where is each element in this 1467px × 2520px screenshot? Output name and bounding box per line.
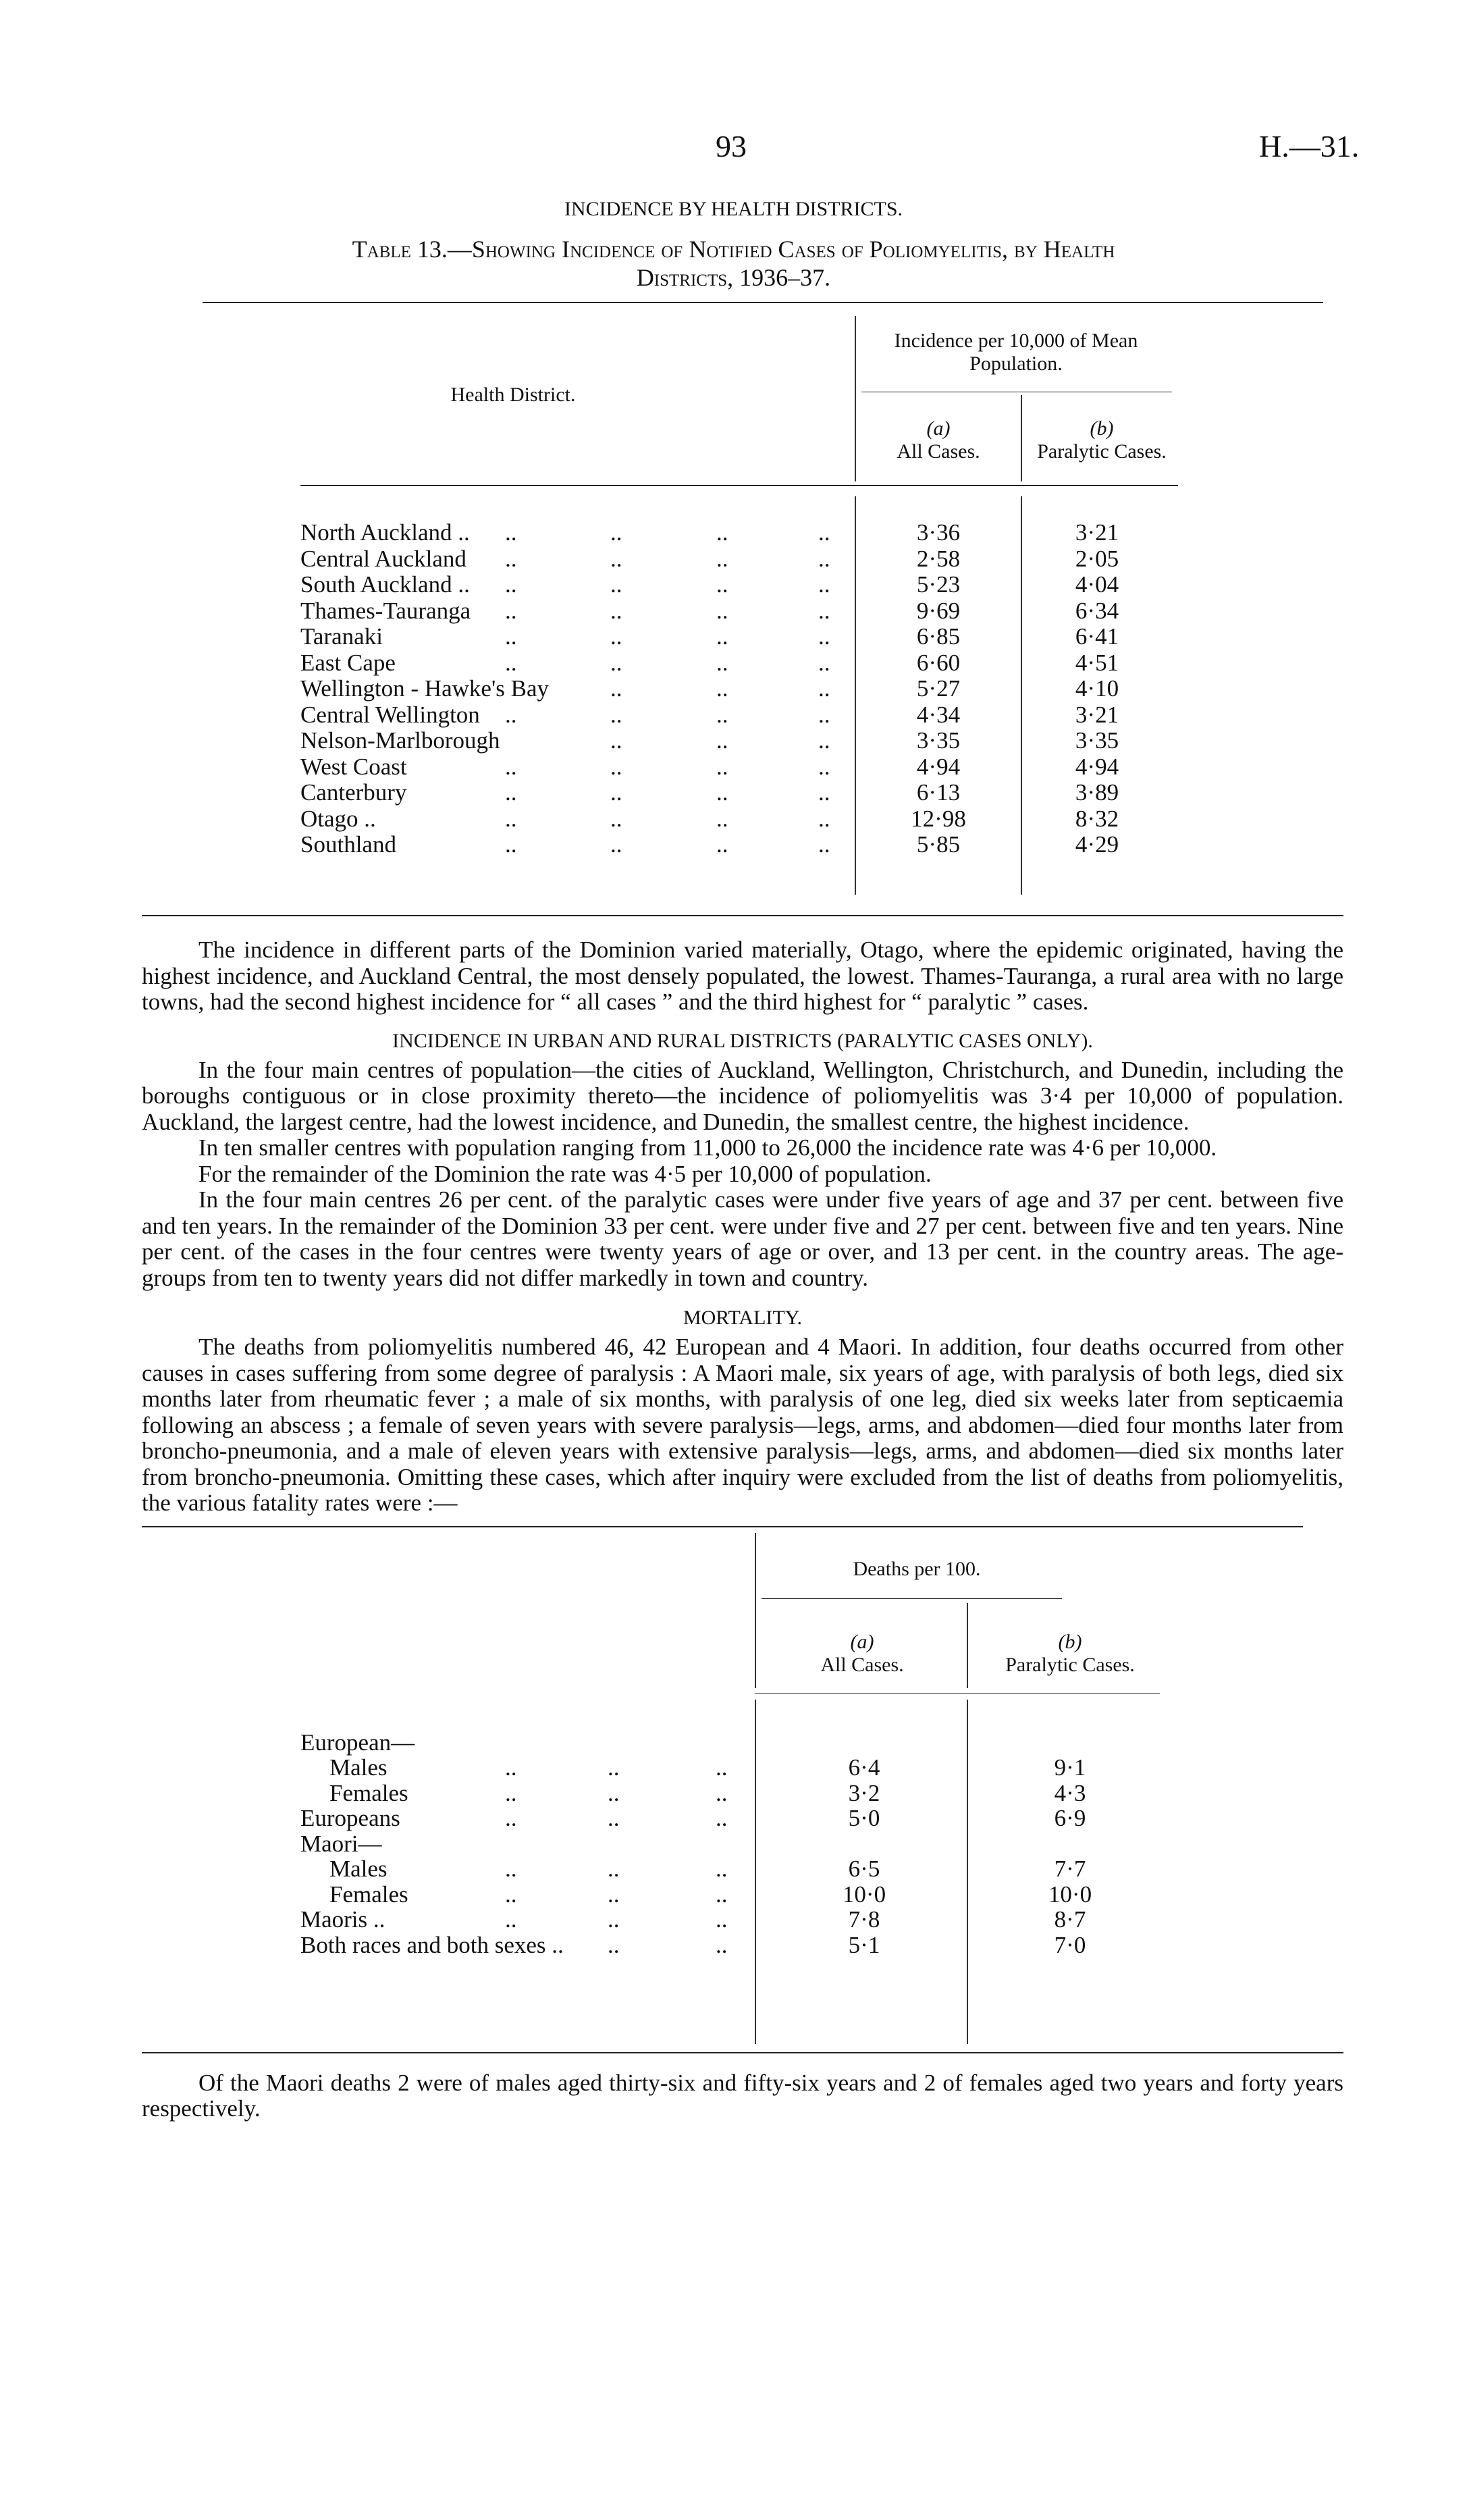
closing-paragraph [142, 2070, 1343, 2122]
paralytic-cases-value: 3·21 [1075, 519, 1119, 546]
all-cases-value: 2·58 [916, 545, 961, 572]
body-text-column [142, 937, 1343, 2122]
leader-dots: .. [818, 753, 830, 780]
paragraph-text: The incidence in different parts of the Dominion varied materially, Otago, where the epidemic originated, having the highest incidence, and Auckland Central, the most densely populated, the lowest. Thames-Tauranga, a rural area with no large towns, had the second highest incidence for “ all cases ” and the third highest for “ paralytic ” cases. [142, 937, 1343, 1015]
section-heading-mortality: MORTALITY. [683, 1307, 803, 1329]
all-cases-value: 5·23 [916, 571, 961, 598]
row-label: Europeans [300, 1805, 400, 1831]
table-title-line2: Districts, 1936–37. [636, 264, 831, 291]
leader-dots: .. [505, 545, 517, 572]
district-name: Thames-Tauranga [300, 597, 471, 624]
leader-dots: .. [716, 1906, 728, 1933]
leader-dots: .. [610, 831, 622, 858]
group-header-line2: Population. [969, 352, 1063, 375]
table-top-rule [142, 1526, 1303, 1527]
health-district-header: Health District. [450, 384, 576, 406]
row-label: Males [329, 1856, 388, 1882]
group-header-line1: Incidence per 10,000 of Mean [894, 330, 1138, 352]
table-row [142, 1882, 1343, 1908]
leader-dots: .. [818, 519, 830, 546]
district-name: Otago .. [300, 805, 376, 832]
paralytic-cases-value: 4·29 [1075, 831, 1119, 858]
table-row [0, 728, 1467, 754]
table-bottom-rule [142, 2052, 1343, 2053]
leader-dots: .. [505, 779, 517, 806]
leader-dots: .. [818, 831, 830, 858]
leader-dots: .. [610, 779, 622, 806]
all-cases-value: 6·60 [916, 649, 961, 676]
table-row [0, 780, 1467, 806]
leader-dots: .. [610, 649, 622, 676]
group-header-rule [762, 1598, 1062, 1599]
paralytic-cases-value: 3·35 [1075, 727, 1119, 754]
leader-dots: .. [716, 831, 728, 858]
table-row [0, 832, 1467, 858]
district-name: East Cape [300, 649, 396, 676]
leader-dots: .. [818, 779, 830, 806]
leader-dots: .. [505, 519, 517, 546]
table-row [0, 572, 1467, 598]
all-cases-header [857, 417, 1019, 463]
leader-dots: .. [608, 1931, 620, 1958]
paragraph-text: In ten smaller centres with population ranging from 11,000 to 26,000 the incidence rate was 4·6 per 10,000. [198, 1134, 1217, 1161]
leader-dots: .. [818, 649, 830, 676]
leader-dots: .. [818, 675, 830, 702]
paralytic-cases-value: 4·51 [1075, 649, 1119, 676]
leader-dots: .. [716, 623, 728, 650]
paralytic-cases-value: 3·89 [1075, 779, 1119, 806]
leader-dots: .. [716, 1856, 728, 1882]
leader-dots: .. [505, 1906, 517, 1933]
leader-dots: .. [505, 831, 517, 858]
section-heading-urban-rural: INCIDENCE IN URBAN AND RURAL DISTRICTS (PARALYTIC CASES ONLY). [392, 1029, 1093, 1052]
paralytic-cases-value: 6·41 [1075, 623, 1119, 650]
paralytic-cases-value: 7·0 [1054, 1931, 1086, 1958]
page-number: 93 [716, 129, 747, 163]
table-top-rule [203, 302, 1323, 303]
paragraph-text: Of the Maori deaths 2 were of males aged thirty-six and fifty-six years and 2 of females aged two years and forty years respectively. [142, 2069, 1343, 2122]
table-row [0, 806, 1467, 832]
paragraph-text: For the remainder of the Dominion the rate was 4·5 per 10,000 of population. [198, 1160, 932, 1187]
leader-dots: .. [818, 571, 830, 598]
paralytic-cases-value: 3·21 [1075, 701, 1119, 728]
leader-dots: .. [716, 545, 728, 572]
district-name: South Auckland .. [300, 571, 470, 598]
all-cases-value: 3·2 [848, 1779, 880, 1806]
leader-dots: .. [716, 805, 728, 832]
row-label: Males [329, 1754, 388, 1781]
column-mark-b: (b) [1090, 417, 1114, 440]
leader-dots: .. [505, 701, 517, 728]
table-row [0, 520, 1467, 546]
paralytic-cases-value: 4·10 [1075, 675, 1119, 702]
leader-dots: .. [608, 1754, 620, 1781]
table-row [0, 546, 1467, 572]
table-row [0, 702, 1467, 728]
all-cases-value: 9·69 [916, 597, 961, 624]
column-label-b: Paralytic Cases. [1037, 440, 1167, 463]
column-divider [755, 1533, 756, 1688]
paralytic-cases-value: 4·3 [1054, 1779, 1086, 1806]
table-row [142, 1933, 1343, 1958]
leader-dots: .. [505, 571, 517, 598]
all-cases-value: 6·13 [916, 779, 961, 806]
row-label: Females [329, 1881, 408, 1908]
district-name: West Coast [300, 753, 407, 780]
table-row [0, 598, 1467, 624]
all-cases-value: 6·5 [848, 1856, 880, 1882]
paralytic-cases-value: 8·7 [1054, 1906, 1086, 1933]
paralytic-cases-value: 9·1 [1054, 1754, 1086, 1781]
table-row [142, 1831, 1343, 1857]
column-divider [967, 1603, 968, 1688]
table-row [0, 624, 1467, 650]
district-name: Central Wellington [300, 701, 480, 728]
deaths-group-header: Deaths per 100. [853, 1557, 981, 1580]
leader-dots: .. [716, 519, 728, 546]
leader-dots: .. [505, 805, 517, 832]
leader-dots: .. [610, 571, 622, 598]
incidence-group-header [861, 330, 1171, 375]
table-row [142, 1730, 1343, 1756]
all-cases-value: 10·0 [842, 1881, 886, 1908]
leader-dots: .. [818, 545, 830, 572]
leader-dots: .. [610, 675, 622, 702]
table-row [142, 1856, 1343, 1882]
table-row [142, 1781, 1343, 1806]
column-divider [855, 316, 856, 481]
column-label-a: All Cases. [820, 1653, 904, 1676]
table-row [142, 1806, 1343, 1831]
all-cases-value: 12·98 [911, 805, 966, 832]
leader-dots: .. [716, 675, 728, 702]
column-mark-b: (b) [1058, 1630, 1082, 1653]
header-bottom-rule [755, 1693, 1160, 1694]
leader-dots: .. [716, 571, 728, 598]
all-cases-value: 6·85 [916, 623, 961, 650]
leader-dots: .. [505, 1881, 517, 1908]
paralytic-cases-value: 6·34 [1075, 597, 1119, 624]
district-name: Central Auckland [300, 545, 466, 572]
leader-dots: .. [505, 597, 517, 624]
table-title-line1: Table 13.—Showing Incidence of Notified Cases of Poliomyelitis, by Health [352, 236, 1115, 263]
table-row [0, 676, 1467, 702]
incidence-paragraph [142, 937, 1343, 1016]
document-reference: H.—31. [1259, 129, 1360, 163]
all-cases-value: 4·94 [916, 753, 961, 780]
all-cases-value: 5·27 [916, 675, 961, 702]
column-mark-a: (a) [850, 1630, 874, 1653]
paralytic-cases-value: 4·04 [1075, 571, 1119, 598]
table-row [142, 1755, 1343, 1781]
leader-dots: .. [716, 779, 728, 806]
table-row [0, 754, 1467, 780]
leader-dots: .. [716, 727, 728, 754]
leader-dots: .. [818, 805, 830, 832]
header-bottom-rule [300, 485, 1178, 486]
paralytic-cases-value: 4·94 [1075, 753, 1119, 780]
leader-dots: .. [610, 805, 622, 832]
mortality-table [142, 1526, 1343, 2059]
row-label: Both races and both sexes .. [300, 1931, 564, 1958]
leader-dots: .. [818, 701, 830, 728]
leader-dots: .. [818, 597, 830, 624]
leader-dots: .. [505, 1805, 517, 1831]
leader-dots: .. [716, 1779, 728, 1806]
table-13-title [0, 235, 1467, 292]
leader-dots: .. [608, 1779, 620, 1806]
district-name: Nelson-Marlborough [300, 727, 500, 754]
district-name: Canterbury [300, 779, 407, 806]
all-cases-header [757, 1631, 967, 1677]
leader-dots: .. [716, 597, 728, 624]
row-label: European— [300, 1729, 415, 1756]
leader-dots: .. [610, 727, 622, 754]
all-cases-value: 7·8 [848, 1906, 880, 1933]
paragraph-text: In the four main centres 26 per cent. of the paralytic cases were under five years of age and 37 per cent. between five and ten years. In the remainder of the Dominion 33 per cent. were under five and 27 per cent. between five and ten years. Nine per cent. of the cases in the four centres were twenty years of age or over, and 13 per cent. in the country areas. The age-groups from ten to twenty years did not differ markedly in town and country. [142, 1186, 1343, 1291]
leader-dots: .. [505, 1779, 517, 1806]
leader-dots: .. [610, 753, 622, 780]
all-cases-value: 3·35 [916, 727, 961, 754]
leader-dots: .. [610, 623, 622, 650]
leader-dots: .. [608, 1856, 620, 1882]
leader-dots: .. [608, 1805, 620, 1831]
paralytic-cases-header [969, 1631, 1171, 1677]
paralytic-cases-value: 8·32 [1075, 805, 1119, 832]
leader-dots: .. [716, 1754, 728, 1781]
mortality-paragraph [142, 1334, 1343, 1517]
leader-dots: .. [610, 519, 622, 546]
paragraph-text: In the four main centres of population—the cities of Auckland, Wellington, Christchurch, and Dunedin, including the boroughs contiguous or in close proximity thereto—the incidence of poliomyelitis was 3·4 per 10,000 of population. Auckland, the largest centre, had the lowest incidence, and Dunedin, the smallest centre, the highest incidence. [142, 1056, 1343, 1135]
leader-dots: .. [716, 1931, 728, 1958]
leader-dots: .. [505, 1754, 517, 1781]
leader-dots: .. [818, 623, 830, 650]
leader-dots: .. [716, 701, 728, 728]
leader-dots: .. [610, 597, 622, 624]
all-cases-value: 5·1 [848, 1931, 880, 1958]
district-name: North Auckland .. [300, 519, 470, 546]
row-label: Maori— [300, 1830, 382, 1857]
paragraph-text: The deaths from poliomyelitis numbered 46, 42 European and 4 Maori. In addition, four deaths occurred from other causes in cases suffering from some degree of paralysis : A Maori male, six years of age, with paralysis of both legs, died six months later from rheumatic fever ; a male of six months, with paralysis of one leg, died six weeks later from septicaemia following an abscess ; a female of seven years with severe paralysis—legs, arms, and abdomen—died four months later from broncho-pneumonia, and a male of eleven years with extensive paralysis—legs, arms, and abdomen—died six months later from broncho-pneumonia. Omitting these cases, which after inquiry were excluded from the list of deaths from poliomyelitis, the various fatality rates were :— [142, 1334, 1343, 1516]
paralytic-cases-value: 7·7 [1054, 1856, 1086, 1882]
paralytic-cases-value: 10·0 [1048, 1881, 1092, 1908]
leader-dots: .. [608, 1881, 620, 1908]
column-label-a: All Cases. [897, 440, 980, 463]
leader-dots: .. [716, 649, 728, 676]
leader-dots: .. [505, 753, 517, 780]
paralytic-cases-value: 6·9 [1054, 1805, 1086, 1831]
table-row [0, 650, 1467, 676]
paralytic-cases-header [1021, 417, 1183, 463]
leader-dots: .. [608, 1906, 620, 1933]
district-name: Southland [300, 831, 396, 858]
table-row [142, 1907, 1343, 1933]
district-name: Taranaki [300, 623, 383, 650]
leader-dots: .. [716, 1805, 728, 1831]
leader-dots: .. [610, 701, 622, 728]
leader-dots: .. [716, 1881, 728, 1908]
leader-dots: .. [505, 1856, 517, 1882]
all-cases-value: 3·36 [916, 519, 961, 546]
all-cases-value: 5·0 [848, 1805, 880, 1831]
paralytic-cases-value: 2·05 [1075, 545, 1119, 572]
all-cases-value: 5·85 [916, 831, 961, 858]
leader-dots: .. [818, 727, 830, 754]
district-name: Wellington - Hawke's Bay [300, 675, 549, 702]
urban-rural-paragraphs [142, 1057, 1343, 1292]
leader-dots: .. [505, 623, 517, 650]
table-bottom-rule [142, 915, 1343, 916]
leader-dots: .. [610, 545, 622, 572]
section-heading-health-districts: INCIDENCE BY HEALTH DISTRICTS. [564, 198, 903, 220]
column-mark-a: (a) [926, 417, 951, 440]
row-label: Maoris .. [300, 1906, 385, 1933]
leader-dots: .. [505, 649, 517, 676]
all-cases-value: 4·34 [916, 701, 961, 728]
all-cases-value: 6·4 [848, 1754, 880, 1781]
column-label-b: Paralytic Cases. [1005, 1653, 1135, 1676]
leader-dots: .. [716, 753, 728, 780]
row-label: Females [329, 1779, 408, 1806]
